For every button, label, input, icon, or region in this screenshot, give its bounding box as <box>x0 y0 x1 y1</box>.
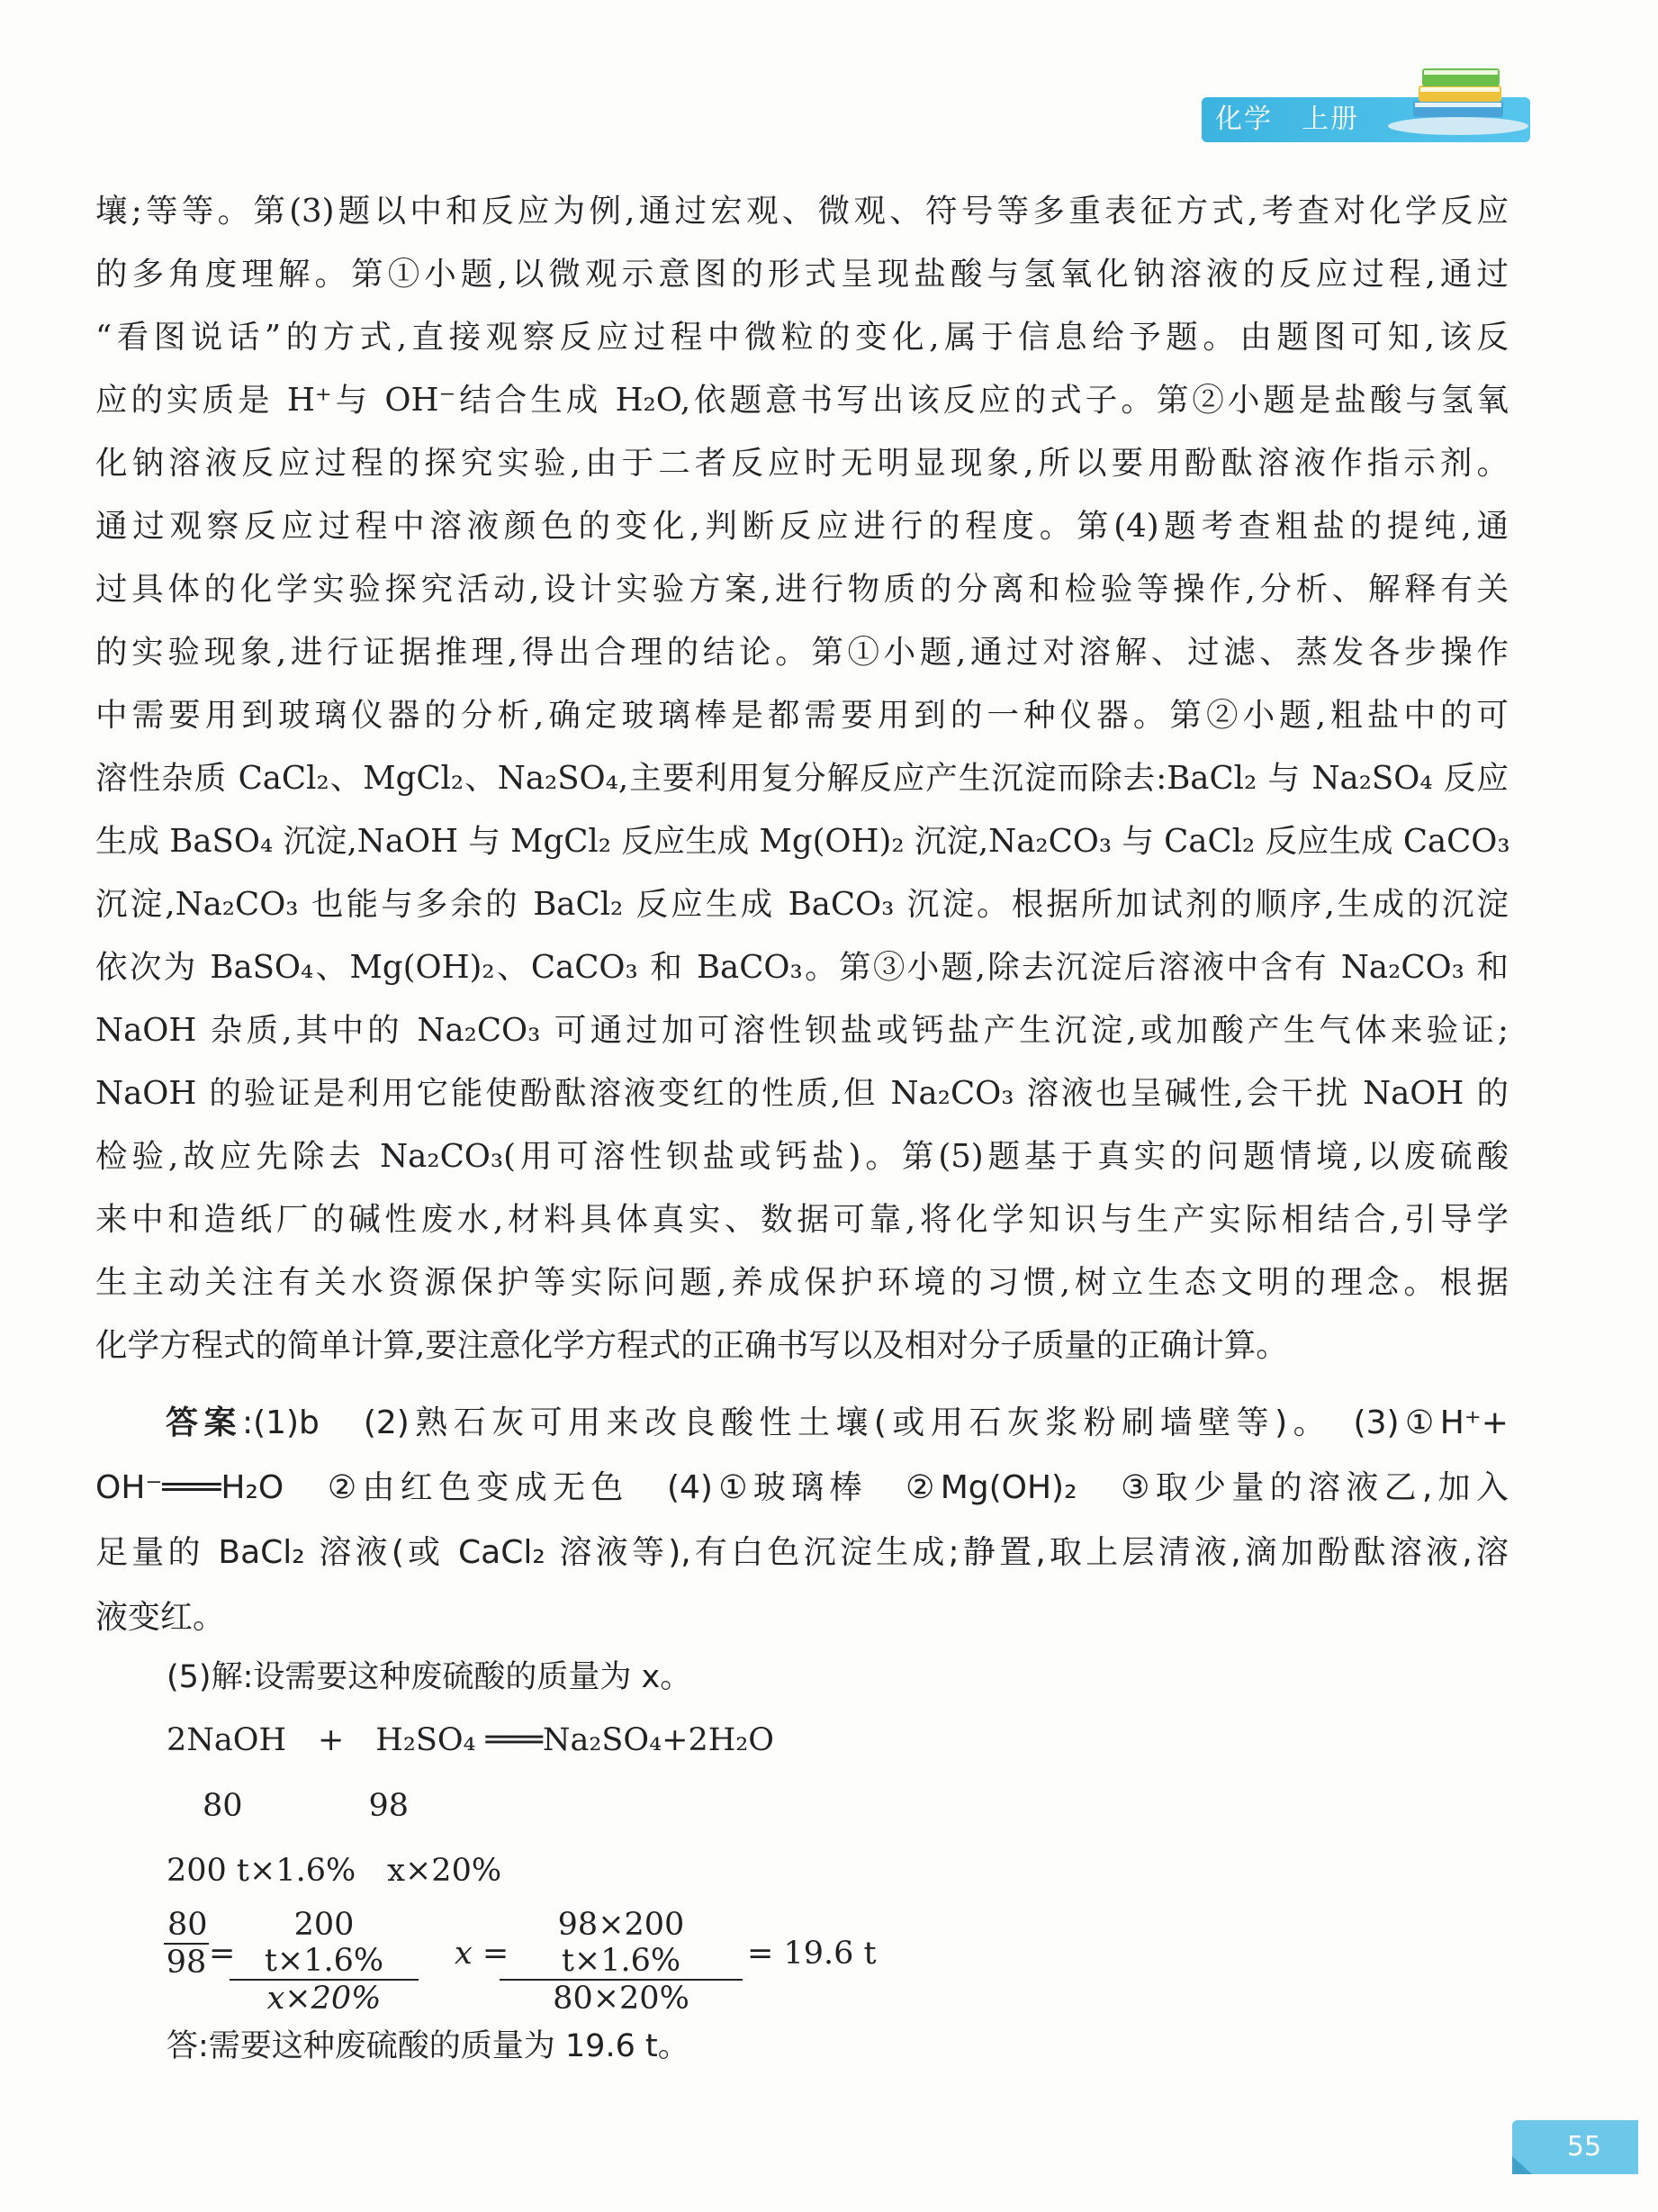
solution-masses: 80 98 <box>203 1788 410 1824</box>
analysis-line: 依次为 BaSO₄、Mg(OH)₂、CaCO₃ 和 BaCO₃。第③小题,除去沉淀后溶液中含有 Na₂CO₃ 和 <box>95 949 1509 986</box>
page-number: 55 <box>1566 2131 1602 2162</box>
analysis-line: 通过观察反应过程中溶液颜色的变化,判断反应进行的程度。第(4)题考查粗盐的提纯,通 <box>95 508 1509 545</box>
solution-equation: 2NaOH + H₂SO₄ ═══Na₂SO₄+2H₂O <box>167 1722 774 1758</box>
analysis-line: 沉淀,Na₂CO₃ 也能与多余的 BaCl₂ 反应生成 BaCO₃ 沉淀。根据所加试剂的顺序,生成的沉淀 <box>95 886 1509 923</box>
analysis-line: 化学方程式的简单计算,要注意化学方程式的正确书写以及相对分子质量的正确计算。 <box>95 1327 1288 1364</box>
answer-label: 答案 <box>166 1404 242 1441</box>
answer-block <box>95 1391 1509 1650</box>
analysis-line: 生成 BaSO₄ 沉淀,NaOH 与 MgCl₂ 反应生成 Mg(OH)₂ 沉淀,Na₂CO₃ 与 CaCl₂ 反应生成 CaCO₃ <box>95 823 1510 860</box>
analysis-paragraph <box>95 180 1509 1377</box>
answer-line-4: 液变红。 <box>95 1599 226 1636</box>
page-fold <box>1512 2156 1532 2174</box>
analysis-line: NaOH 的验证是利用它能使酚酞溶液变红的性质,但 Na₂CO₃ 溶液也呈碱性,会干扰 NaOH 的 <box>95 1075 1509 1112</box>
analysis-line: “看图说话”的方式,直接观察反应过程中微粒的变化,属于信息给予题。由题图可知,该反 <box>95 319 1509 356</box>
calc-result: = 19.6 t <box>747 1936 877 1972</box>
header-title: 化学 上册 <box>1215 104 1359 135</box>
analysis-line: 生主动关注有关水资源保护等实际问题,养成保护环境的习惯,树立生态文明的理念。根据 <box>95 1264 1509 1301</box>
x-label: x = <box>455 1936 509 1972</box>
analysis-line: 的多角度理解。第①小题,以微观示意图的形式呈现盐酸与氢氧化钠溶液的反应过程,通过 <box>95 256 1509 293</box>
ratio-left: $\frac{80}{98}$ <box>164 1907 209 1981</box>
solution-conclusion: 答:需要这种废硫酸的质量为 19.6 t。 <box>167 2028 689 2064</box>
answer-line-3: 足量的 BaCl₂ 溶液(或 CaCl₂ 溶液等),有白色沉淀生成;静置,取上层清液,滴加酚酞溶液,溶 <box>95 1534 1509 1571</box>
solution-quantities: 200 t×1.6% x×20% <box>167 1853 502 1889</box>
analysis-line: 检验,故应先除去 Na₂CO₃(用可溶性钡盐或钙盐)。第(5)题基于真实的问题情境,以废硫酸 <box>95 1138 1509 1175</box>
analysis-line: 壤;等等。第(3)题以中和反应为例,通过宏观、微观、符号等多重表征方式,考查对化学反应 <box>95 193 1509 230</box>
calc-fraction: $\frac{98\times 200 t\times 1.6\%}{80\times 20\%}$ <box>500 1907 743 2017</box>
answer-line-2: OH⁻═══H₂O ②由红色变成无色 (4)①玻璃棒 ②Mg(OH)₂ ③取少量的溶液乙,加入 <box>95 1469 1509 1506</box>
solution-intro: (5)解:设需要这种废硫酸的质量为 x。 <box>167 1659 692 1695</box>
analysis-line: 中需要用到玻璃仪器的分析,确定玻璃棒是都需要用到的一种仪器。第②小题,粗盐中的可 <box>95 697 1509 734</box>
analysis-line: 来中和造纸厂的碱性废水,材料具体真实、数据可靠,将化学知识与生产实际相结合,引导学 <box>95 1201 1509 1238</box>
ratio-right: $\frac{200 t\times 1.6\%}{x\times 20\%}$ <box>230 1907 419 2017</box>
answer-line-1: 答案:(1)b (2)熟石灰可用来改良酸性土壤(或用石灰浆粉刷墙壁等)。 (3)①H⁺+ <box>166 1404 1509 1441</box>
analysis-line: 溶性杂质 CaCl₂、MgCl₂、Na₂SO₄,主要利用复分解反应产生沉淀而除去:BaCl₂ 与 Na₂SO₄ 反应 <box>95 760 1509 797</box>
analysis-line: 应的实质是 H⁺与 OH⁻结合生成 H₂O,依题意书写出该反应的式子。第②小题是盐酸与氢氧 <box>95 382 1509 419</box>
ratio-equals: = <box>209 1936 236 1972</box>
analysis-line: NaOH 杂质,其中的 Na₂CO₃ 可通过加可溶性钡盐或钙盐产生沉淀,或加酸产生气体来验证; <box>95 1012 1509 1049</box>
books-icon <box>1386 56 1530 137</box>
analysis-line: 的实验现象,进行证据推理,得出合理的结论。第①小题,通过对溶解、过滤、蒸发各步操作 <box>95 634 1509 671</box>
analysis-line: 化钠溶液反应过程的探究实验,由于二者反应时无明显现象,所以要用酚酞溶液作指示剂。 <box>95 445 1509 482</box>
analysis-line: 过具体的化学实验探究活动,设计实验方案,进行物质的分离和检验等操作,分析、解释有关 <box>95 571 1509 608</box>
